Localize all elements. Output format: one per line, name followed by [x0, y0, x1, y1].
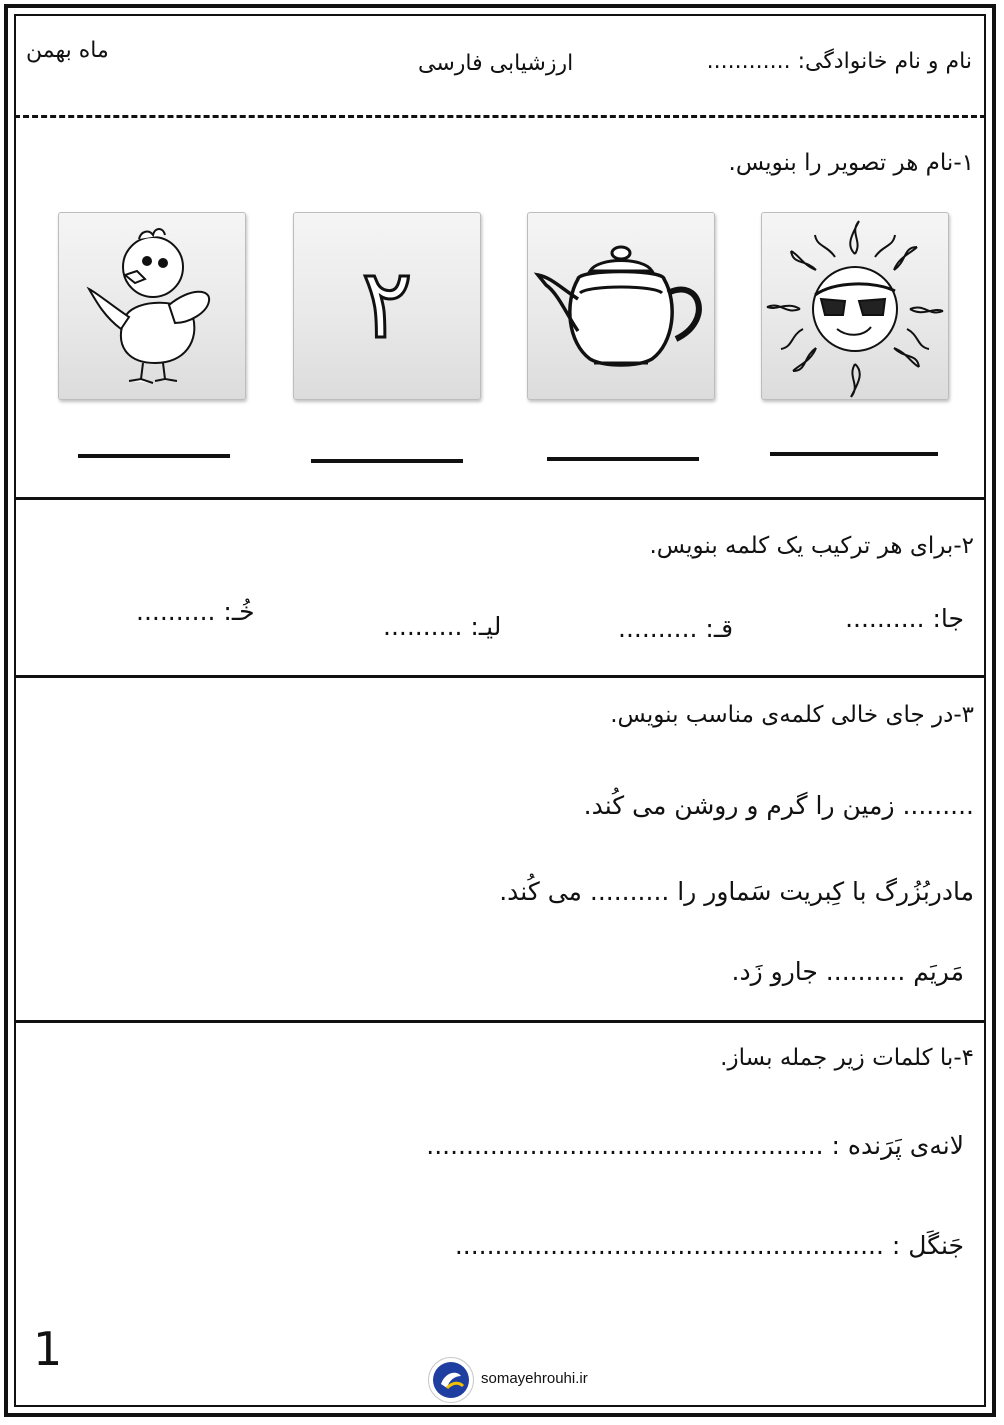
chick-image-tile	[58, 212, 246, 400]
page-title: ارزشیابی فارسی	[418, 51, 574, 76]
answer-line-teapot[interactable]	[547, 457, 699, 461]
sun-image-tile	[761, 212, 949, 400]
name-field-label: نام و نام خانوادگی: ............	[706, 49, 972, 74]
q3-title: ۳-در جای خالی کلمه‌ی مناسب بنویس.	[610, 702, 974, 728]
q3-sentence-2[interactable]: مادربُزُرگ با کِبریت سَماور را .......... می کُند.	[499, 877, 974, 906]
q2-item-kho[interactable]: خُـ: ..........	[136, 597, 255, 626]
digit-two-image-tile	[293, 212, 481, 400]
chick-icon	[59, 213, 245, 399]
digit-two-icon	[294, 213, 480, 399]
teapot-icon	[528, 213, 714, 399]
q2-item-ja[interactable]: جا: ..........	[845, 604, 964, 633]
site-logo-icon	[428, 1357, 474, 1403]
section-divider-2	[14, 675, 986, 678]
logo-mark-icon	[429, 1358, 473, 1402]
q3-sentence-1[interactable]: ......... زمین را گرم و روشن می کُند.	[583, 791, 974, 820]
q1-title: ۱-نام هر تصویر را بنویس.	[728, 150, 974, 176]
site-url[interactable]: somayehrouhi.ir	[481, 1370, 588, 1387]
q4-item-forest[interactable]: جَنگَل : ......................................................	[454, 1231, 964, 1260]
answer-line-chick[interactable]	[78, 454, 230, 458]
digit-two-glyph: ۲	[361, 248, 413, 360]
answer-line-two[interactable]	[311, 459, 463, 463]
sun-icon	[762, 213, 948, 399]
q4-title: ۴-با کلمات زیر جمله بساز.	[720, 1045, 974, 1071]
q2-item-li[interactable]: لیـ: ..........	[383, 612, 502, 641]
month-label: ماه بهمن	[26, 38, 109, 63]
q4-item-nest[interactable]: لانه‌ی پَرَنده : ..................................................	[426, 1131, 964, 1160]
header-divider	[14, 115, 986, 118]
q2-item-qa[interactable]: قـ: ..........	[618, 614, 734, 643]
teapot-image-tile	[527, 212, 715, 400]
q3-sentence-3[interactable]: مَریَم .......... جارو زَد.	[731, 957, 964, 986]
section-divider-1	[14, 497, 986, 500]
answer-line-sun[interactable]	[770, 452, 938, 456]
q2-title: ۲-برای هر ترکیب یک کلمه بنویس.	[649, 533, 974, 559]
page-number: 1	[33, 1322, 63, 1376]
section-divider-3	[14, 1020, 986, 1023]
